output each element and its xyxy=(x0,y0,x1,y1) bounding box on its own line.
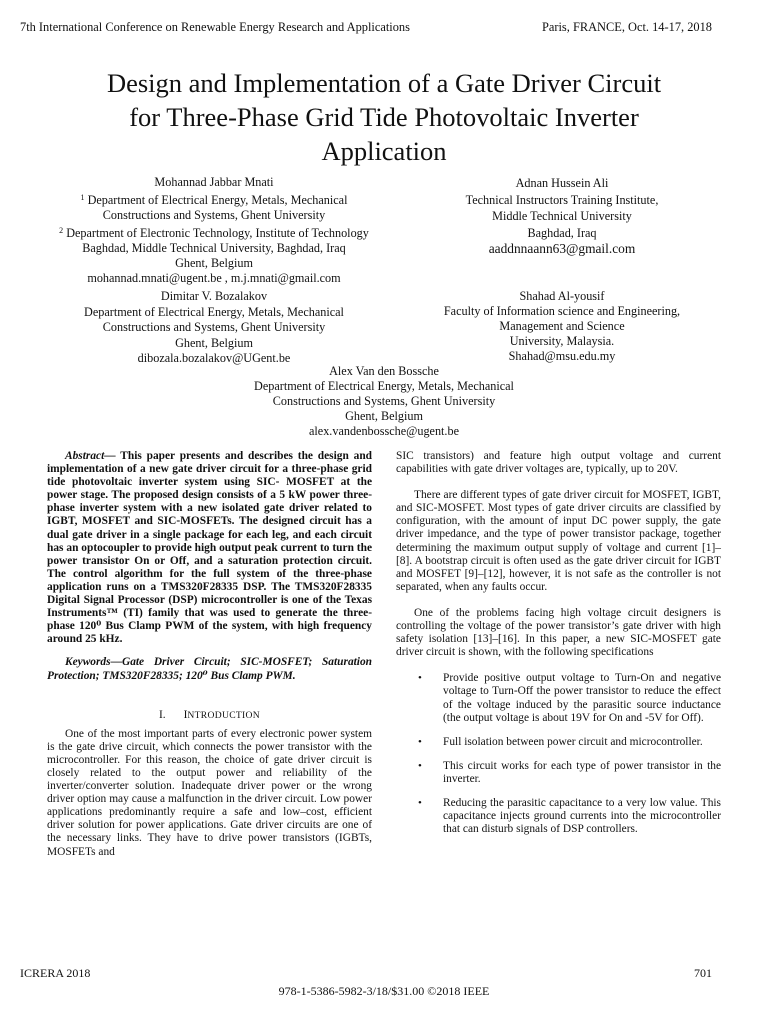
author-affiliation: Ghent, Belgium xyxy=(175,256,253,270)
author-name: Alex Van den Bossche xyxy=(329,364,439,378)
conference-location-date: Paris, FRANCE, Oct. 14-17, 2018 xyxy=(541,20,712,34)
list-item: • Full isolation between power circuit and microcontroller. xyxy=(418,735,703,748)
author-email: dibozala.bozalakov@UGent.be xyxy=(137,351,291,365)
bullet-icon: • xyxy=(418,672,422,685)
bullet-icon: • xyxy=(418,796,422,809)
title-line-2: for Three-Phase Grid Tide Photovoltaic Inverter xyxy=(129,102,639,132)
author-affiliation: Management and Science xyxy=(499,319,625,333)
author-email: mohannad.mnati@ugent.be , m.j.mnati@gmail.com xyxy=(87,271,341,285)
author-affiliation: Ghent, Belgium xyxy=(175,335,253,350)
author-affiliation: Ghent, Belgium xyxy=(345,409,423,423)
bullet-icon: • xyxy=(418,759,422,772)
left-column xyxy=(47,450,372,859)
author-affiliation: Baghdad, Iraq xyxy=(527,225,597,240)
author-affiliation: Faculty of Information science and Engineering, xyxy=(443,304,681,318)
section-heading-introduction: I. INTRODUCTION xyxy=(158,708,261,721)
author-affiliation: Department of Electrical Energy, Metals, Mechanical xyxy=(254,379,514,393)
author-affiliation: Baghdad, Middle Technical University, Baghdad, Iraq xyxy=(82,241,346,255)
author-email: Shahad@msu.edu.my xyxy=(508,349,616,363)
author-affiliation: Middle Technical University xyxy=(492,209,632,223)
abstract: Abstract— This paper presents and describes the design and implementation of a new gate driver circuit for a three-phase grid tide photovoltaic inverter system using SIC- MOSFET at the power stage. The proposed design consists of a 5 kW power three-phase inverter system with a new isolated gate driver related to IGBT, MOSFET and SIC-MOSFETs. The designed circuit has a dual gate driver in a single package for each leg, and each circuit has an optocoupler to provide high output peak current to turn the power transistor On or Off, and a saturation protection circuit. The control algorithm for the full system of the three-phase application runs on a TMS320F28335 DSP. The TMS320F28335 Digital Signal Processor (DSP) microcontroller is one of the Texas Instruments™ (TI) family that was used to generate the three-phase 120⁰ Bus Clamp PWM of the system, with high frequency around 25 kHz. xyxy=(47,450,372,646)
right-column xyxy=(396,450,721,847)
bullet-icon: • xyxy=(418,735,422,748)
author-block-bozalakov xyxy=(44,289,384,367)
keywords: Keywords—Gate Driver Circuit; SIC-MOSFET; Saturation Protection; TMS320F28335; 120⁰ Bus Clamp PWM. xyxy=(47,656,372,682)
author-email: alex.vandenbossche@ugent.be xyxy=(309,424,459,438)
footer-conference: ICRERA 2018 xyxy=(20,966,91,980)
list-item: • Reducing the parasitic capacitance to a very low value. This capacitance injects ground currents into the microcontroller that can disturb signals of DSP controllers. xyxy=(418,796,721,836)
author-name: Adnan Hussein Ali xyxy=(515,176,609,190)
title-line-1: Design and Implementation of a Gate Driver Circuit xyxy=(106,68,662,98)
author-email: aaddnnaann63@gmail.com xyxy=(488,241,636,256)
author-block-ali xyxy=(412,175,712,258)
author-affiliation: $^2$ Department of Electronic Technology, Institute of Technology xyxy=(59,226,369,240)
author-block-vandenbossche xyxy=(214,364,554,439)
author-name: Shahad Al-yousif xyxy=(519,289,605,303)
conference-header: 7th International Conference on Renewable Energy Research and Applications xyxy=(20,20,410,34)
author-affiliation: Constructions and Systems, Ghent University xyxy=(102,320,326,334)
author-name: Mohannad Jabbar Mnati xyxy=(154,175,274,189)
list-item: • Provide positive output voltage to Turn-On and negative voltage to Turn-Off the power transistor to reduce the effect of the voltage induced by the parasitic source inductance (the output voltage is about 19V for On and -5V for Off). xyxy=(418,672,721,724)
author-affiliation: Department of Electrical Energy, Metals, Mechanical xyxy=(84,304,344,319)
author-affiliation: Technical Instructors Training Institute, xyxy=(465,192,659,207)
body-paragraph: One of the problems facing high voltage circuit designers is controlling the voltage of the power transistor’s gate driver with high safety isolation [13]–[16]. In this paper, a new SIC-MOSFET gate driver circuit is shown, with the following specifications xyxy=(396,606,721,659)
paper-title xyxy=(0,66,768,168)
footer-isbn: 978-1-5386-5982-3/18/$31.00 ©2018 IEEE xyxy=(278,984,490,998)
author-affiliation: Constructions and Systems, Ghent University xyxy=(102,208,326,222)
author-affiliation: University, Malaysia. xyxy=(509,334,615,348)
page-number: 701 xyxy=(694,966,712,980)
author-affiliation: Constructions and Systems, Ghent University xyxy=(272,394,496,408)
body-paragraph: There are different types of gate driver circuit for MOSFET, IGBT, and SIC-MOSFET. Most types of gate driver circuits are classified by configuration, with the amount of input DC power supply, the gate driver impedance, and the type of power transistor package, together determining the maximum output supply of voltage and current [1]–[8]. A bootstrap circuit is often used as the gate driver circuit for IGBT and MOSFET [9]–[12], however, it is not safe as the controller is not separated, when any faults occur. xyxy=(396,489,721,593)
author-name: Dimitar V. Bozalakov xyxy=(160,289,268,303)
author-block-alyousif xyxy=(412,289,712,364)
intro-paragraph: One of the most important parts of every electronic power system is the gate drive circuit, which connects the power transistor with the microcontroller. For this reason, the choice of gate driver circuit is closely related to the output power and reliability of the inverter/converter solution. Inadequate driver power or the wrong driver option may cause a malfunction in the driver circuit. Low power applications predominantly require a safe and low–cost, efficient driver solution for power applications. Gate driver circuits are one of the necessary links. They have to drive power transistors (IGBTs, MOSFETs and xyxy=(47,727,372,858)
author-block-mnati xyxy=(44,175,384,286)
specification-list xyxy=(396,672,721,836)
list-item: • This circuit works for each type of power transistor in the inverter. xyxy=(418,759,721,785)
author-affiliation: $^1$ Department of Electrical Energy, Metals, Mechanical xyxy=(80,193,348,207)
title-line-3: Application xyxy=(321,136,447,166)
body-paragraph: SIC transistors) and feature high output voltage and current capabilities with gate driver voltages are, typically, up to 20V. xyxy=(396,450,721,476)
